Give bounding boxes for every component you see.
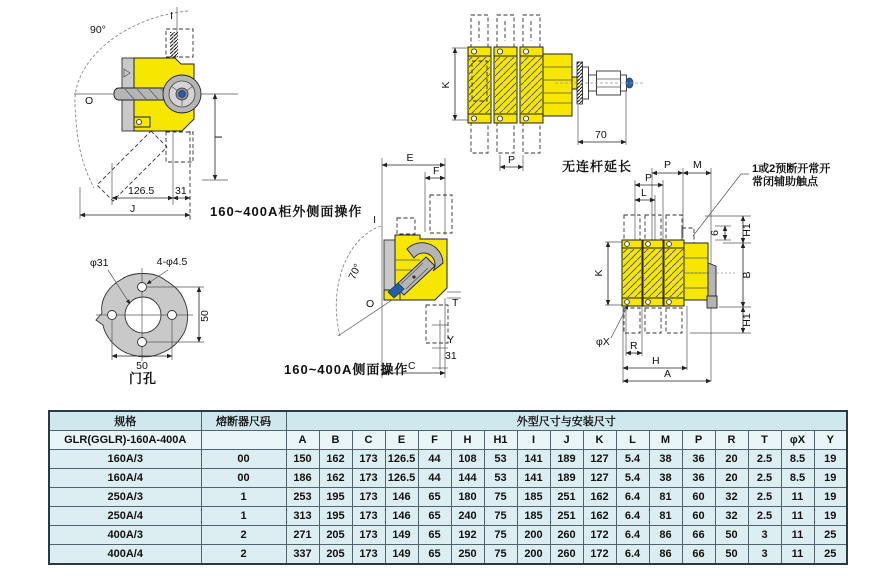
dim-cell: 6.4	[616, 545, 649, 565]
dim-col-header: I	[517, 431, 550, 450]
dim-label-31: 31	[445, 350, 457, 362]
dim-col-header: A	[286, 431, 319, 450]
dimension-table	[48, 410, 848, 565]
dim-col-header: J	[550, 431, 583, 450]
dim-label-phi31: φ31	[90, 257, 109, 269]
table-row	[49, 469, 847, 488]
dim-cell: 313	[286, 507, 319, 526]
dim-cell: 60	[682, 488, 715, 507]
dim-cell: 192	[451, 526, 484, 545]
switch-poles	[468, 47, 543, 123]
dim-col-header: Y	[814, 431, 847, 450]
dim-cell: 25	[814, 526, 847, 545]
dim-label-j: J	[130, 203, 136, 215]
dim-cell: 173	[352, 507, 385, 526]
dim-cell: 251	[550, 488, 583, 507]
dim-label-c: C	[408, 360, 416, 372]
dim-cell: 200	[517, 545, 550, 565]
annotation-aux-contacts-line2: 常闭辅助触点	[752, 176, 818, 188]
fuse-empty-cell	[201, 431, 286, 450]
dim-label-v50: 50	[199, 310, 211, 322]
dim-cell: 6.4	[616, 526, 649, 545]
dim-cell: 11	[781, 488, 814, 507]
dim-cell: 20	[715, 469, 748, 488]
dim-cell: 5.4	[616, 450, 649, 469]
dim-cell: 36	[682, 469, 715, 488]
dim-cell: 65	[418, 545, 451, 565]
table-subheader-row	[49, 431, 847, 450]
dim-label-h1-bottom: H1	[741, 313, 753, 327]
dim-cell: 144	[451, 469, 484, 488]
dim-cell: 108	[451, 450, 484, 469]
dim-cell: 75	[484, 488, 517, 507]
dim-cell: 53	[484, 469, 517, 488]
dim-col-header: P	[682, 431, 715, 450]
dim-cell: 53	[484, 450, 517, 469]
dim-cell: 38	[649, 469, 682, 488]
dim-cell: 180	[451, 488, 484, 507]
dim-label-6: 6	[709, 230, 721, 236]
dim-cell: 20	[715, 450, 748, 469]
dim-col-header: T	[748, 431, 781, 450]
dim-label-p1: P	[664, 159, 672, 171]
dim-cell: 337	[286, 545, 319, 565]
col-header-spec: 规格	[49, 411, 201, 431]
dim-cell: 32	[715, 507, 748, 526]
dim-cell: 260	[550, 526, 583, 545]
col-header-fuse-size: 熔断器尺码	[201, 411, 286, 431]
fuse-cell: 2	[201, 526, 286, 545]
dim-label-h50: 50	[136, 360, 148, 372]
dim-label-a: A	[664, 368, 672, 380]
dim-cell: 240	[451, 507, 484, 526]
dim-cell: 162	[319, 450, 352, 469]
dim-cell: 25	[814, 545, 847, 565]
dim-cell: 5.4	[616, 469, 649, 488]
side-bracket	[543, 54, 572, 116]
dim-cell: 189	[550, 469, 583, 488]
dim-cell: 19	[814, 488, 847, 507]
dim-col-header: M	[649, 431, 682, 450]
dim-label-h1-top: H1	[741, 223, 753, 237]
annotation-aux-contacts-line1: 1或2预断开常开	[752, 163, 831, 175]
dim-label-i-right: I	[213, 135, 225, 139]
dim-cell: 127	[583, 450, 616, 469]
dim-label-e: E	[406, 152, 414, 164]
dim-cell: 189	[550, 450, 583, 469]
caption-side-operation: 160~400A侧面操作	[284, 362, 409, 377]
dim-label-h: H	[652, 355, 660, 367]
caption-door-hole: 门孔	[128, 371, 158, 386]
dim-label-4-phi4-5: 4-φ4.5	[156, 256, 188, 268]
table-row	[49, 526, 847, 545]
fuse-cell: 2	[201, 545, 286, 565]
bolt-hole	[108, 311, 117, 320]
spec-cell: 250A/4	[49, 507, 201, 526]
dim-cell: 195	[319, 507, 352, 526]
dim-cell: 44	[418, 450, 451, 469]
dim-cell: 185	[517, 507, 550, 526]
dim-cell: 50	[715, 545, 748, 565]
dim-cell: 186	[286, 469, 319, 488]
dim-cell: 65	[418, 488, 451, 507]
dim-label-m: M	[693, 159, 702, 171]
spec-cell: 160A/4	[49, 469, 201, 488]
dim-cell: 260	[550, 545, 583, 565]
dim-cell: 44	[418, 469, 451, 488]
side-bracket	[684, 243, 708, 300]
dim-cell: 173	[352, 488, 385, 507]
dim-label-p: P	[508, 154, 516, 166]
dim-label-k: K	[440, 81, 452, 89]
dim-label-k: K	[593, 269, 605, 277]
dim-label-i-top: I	[170, 10, 173, 22]
dim-cell: 205	[319, 526, 352, 545]
table-row	[49, 488, 847, 507]
dim-cell: 6.4	[616, 507, 649, 526]
dim-cell: 173	[352, 526, 385, 545]
dim-cell: 200	[517, 526, 550, 545]
dim-cell: 2.5	[748, 507, 781, 526]
dim-cell: 162	[583, 507, 616, 526]
dim-cell: 66	[682, 545, 715, 565]
dim-col-header: R	[715, 431, 748, 450]
dim-col-header: H	[451, 431, 484, 450]
dim-cell: 162	[583, 488, 616, 507]
dim-cell: 149	[385, 545, 418, 565]
dim-label-phix: φX	[596, 336, 610, 348]
switch-poles	[622, 240, 684, 306]
dim-cell: 86	[649, 545, 682, 565]
spec-cell: 400A/3	[49, 526, 201, 545]
dim-cell: 81	[649, 488, 682, 507]
dim-cell: 50	[715, 526, 748, 545]
dim-cell: 205	[319, 545, 352, 565]
drawing-front-mounting	[595, 148, 887, 393]
table-body	[49, 411, 847, 564]
dim-cell: 126.5	[385, 450, 418, 469]
dim-col-header: C	[352, 431, 385, 450]
dim-label-126-5: 126.5	[128, 185, 155, 197]
spec-cell: 400A/4	[49, 545, 201, 565]
dim-col-header: H1	[484, 431, 517, 450]
bolt-hole	[138, 338, 147, 347]
drawing-door-hole	[60, 228, 270, 388]
dim-cell: 3	[748, 545, 781, 565]
dim-cell: 250	[451, 545, 484, 565]
dim-cell: 162	[319, 469, 352, 488]
dim-cell: 271	[286, 526, 319, 545]
dim-col-header: φX	[781, 431, 814, 450]
dim-label-f: F	[433, 165, 440, 177]
dim-cell: 32	[715, 488, 748, 507]
dim-label-y: Y	[447, 334, 455, 346]
fuse-cell: 1	[201, 488, 286, 507]
dim-cell: 19	[814, 507, 847, 526]
dim-cell: 11	[781, 526, 814, 545]
dim-cell: 141	[517, 450, 550, 469]
dim-label-l: L	[641, 187, 647, 199]
dim-col-header: B	[319, 431, 352, 450]
dim-cell: 141	[517, 469, 550, 488]
dim-label-70: 70	[595, 129, 607, 141]
dim-cell: 185	[517, 488, 550, 507]
table-row	[49, 545, 847, 565]
bolt-hole	[168, 311, 177, 320]
dim-cell: 149	[385, 526, 418, 545]
dim-cell: 146	[385, 507, 418, 526]
panel-hatch	[170, 32, 178, 57]
dim-cell: 65	[418, 526, 451, 545]
dim-cell: 173	[352, 450, 385, 469]
dim-cell: 65	[418, 507, 451, 526]
model-name-cell: GLR(GGLR)-160A-400A	[49, 431, 201, 450]
spec-cell: 250A/3	[49, 488, 201, 507]
dim-cell: 81	[649, 507, 682, 526]
dim-cell: 8.5	[781, 469, 814, 488]
dim-label-31: 31	[175, 185, 187, 197]
dim-label-b: B	[741, 271, 753, 279]
dim-col-header: K	[583, 431, 616, 450]
dim-cell: 3	[748, 526, 781, 545]
table-row	[49, 450, 847, 469]
table-row	[49, 507, 847, 526]
bolt-hole	[138, 283, 147, 292]
dim-cell: 19	[814, 469, 847, 488]
dim-cell: 11	[781, 507, 814, 526]
dim-cell: 60	[682, 507, 715, 526]
dim-cell: 253	[286, 488, 319, 507]
caption-no-rod: 无连杆延长	[562, 159, 633, 174]
fuse-cell: 1	[201, 507, 286, 526]
dim-cell: 66	[682, 526, 715, 545]
dim-label-i: I	[373, 214, 376, 226]
handle-hub	[179, 91, 186, 98]
dim-cell: 36	[682, 450, 715, 469]
dim-cell: 38	[649, 450, 682, 469]
dim-cell: 172	[583, 545, 616, 565]
dim-cell: 173	[352, 469, 385, 488]
dim-cell: 195	[319, 488, 352, 507]
dim-cell: 127	[583, 469, 616, 488]
spec-cell: 160A/3	[49, 450, 201, 469]
dim-cell: 126.5	[385, 469, 418, 488]
dim-cell: 146	[385, 488, 418, 507]
dim-cell: 251	[550, 507, 583, 526]
dim-label-r: R	[630, 340, 638, 352]
dim-cell: 86	[649, 526, 682, 545]
dim-label-o: O	[85, 95, 94, 107]
dim-col-header: E	[385, 431, 418, 450]
dim-cell: 2.5	[748, 488, 781, 507]
dim-label-o: O	[366, 298, 375, 310]
dim-cell: 19	[814, 450, 847, 469]
col-header-dimensions: 外型尺寸与安装尺寸	[286, 411, 847, 431]
dim-cell: 2.5	[748, 469, 781, 488]
dim-cell: 75	[484, 545, 517, 565]
dim-col-header: L	[616, 431, 649, 450]
dim-cell: 173	[352, 545, 385, 565]
dim-label-t: T	[452, 297, 459, 309]
dim-label-70deg: 70°	[346, 261, 365, 282]
caption-cabinet-side: 160~400A柜外侧面操作	[210, 204, 363, 219]
fuse-cell: 00	[201, 450, 286, 469]
dim-label-p2: P	[645, 172, 653, 184]
dim-label-90deg: 90°	[90, 24, 106, 36]
dim-cell: 11	[781, 545, 814, 565]
dim-cell: 8.5	[781, 450, 814, 469]
fuse-cell: 00	[201, 469, 286, 488]
dim-cell: 6.4	[616, 488, 649, 507]
dim-cell: 150	[286, 450, 319, 469]
dim-cell: 2.5	[748, 450, 781, 469]
dim-cell: 172	[583, 526, 616, 545]
table-header-row	[49, 411, 847, 431]
dim-cell: 75	[484, 526, 517, 545]
dim-col-header: F	[418, 431, 451, 450]
dim-cell: 75	[484, 507, 517, 526]
